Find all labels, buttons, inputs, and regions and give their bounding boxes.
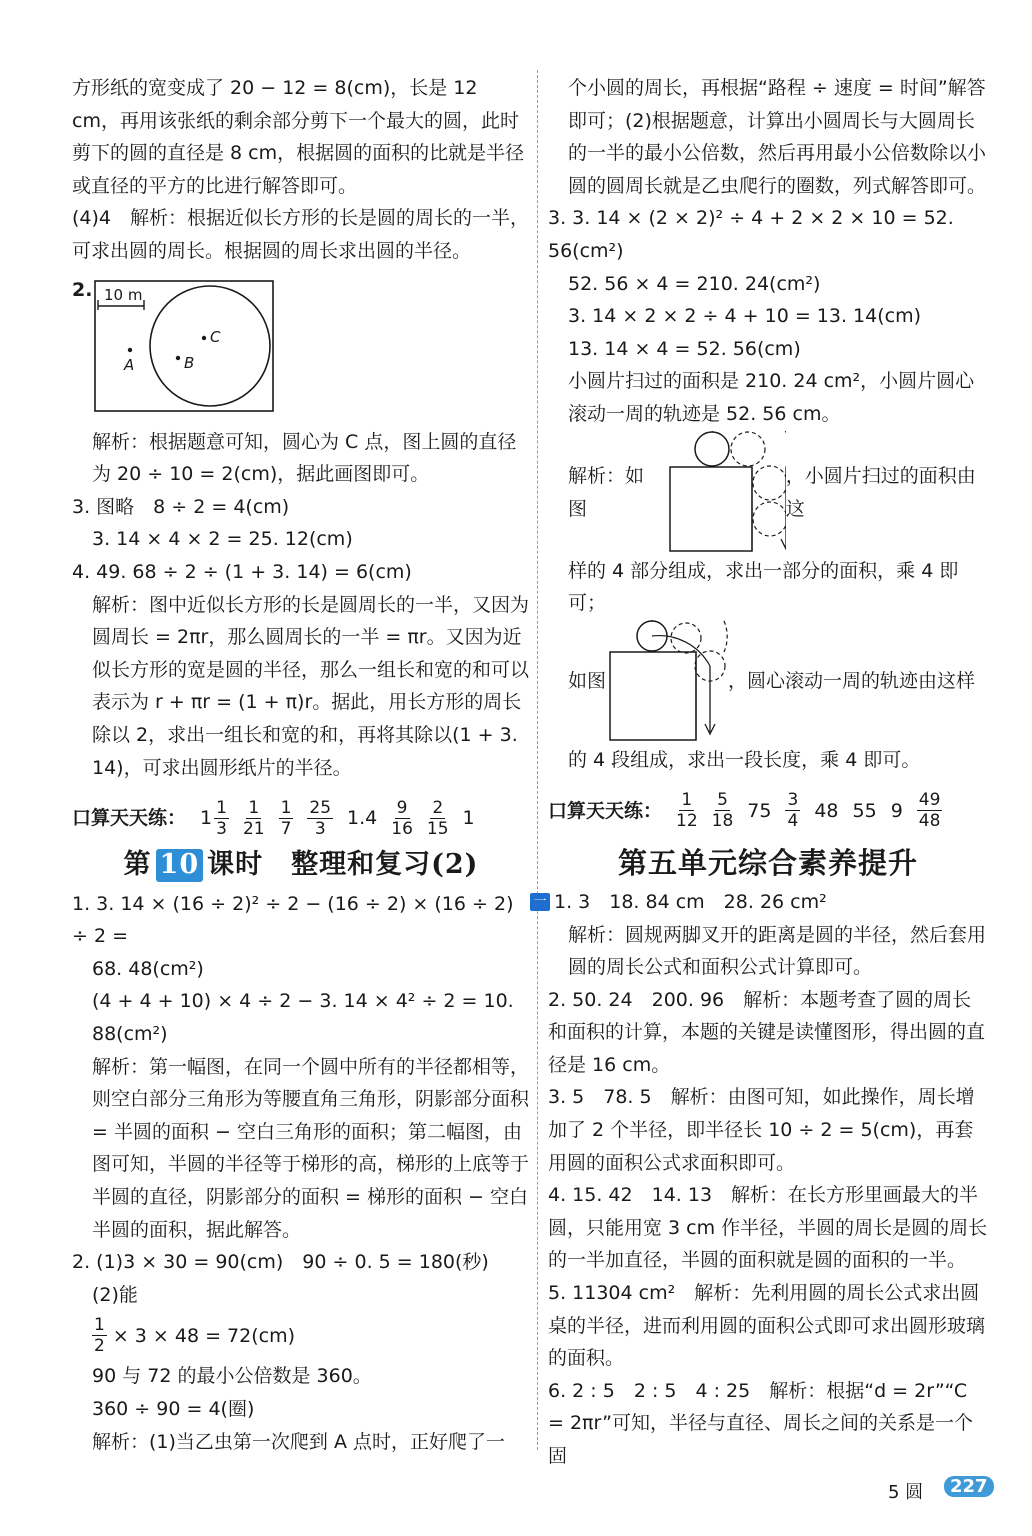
left-column xyxy=(72,72,530,1458)
u3-answer: 3. 5 78. 5 解析：由图可知，如此操作，周长增加了 2 个半径，即半径长 10 ÷ 2 = 5(cm)，再套用圆的面积公式求面积即可。 xyxy=(548,1086,975,1174)
q2-figure xyxy=(72,274,530,426)
fig1-after-text: 样的 4 部分组成，求出一部分的面积，乘 4 即可； xyxy=(568,559,959,615)
lesson-title xyxy=(72,849,530,882)
column-divider xyxy=(537,70,538,1450)
kousuan-left-item-6: $\frac{2}{15}$ xyxy=(426,798,449,840)
kousuan-left-item-4: 1.4 xyxy=(347,807,378,830)
q2-point-a: A xyxy=(124,355,135,374)
kousuan-right-label: 口算天天练： xyxy=(548,799,663,822)
l1-line2: 68. 48(cm²) xyxy=(92,957,204,980)
r-q3-line5: 小圆片扫过的面积是 210. 24 cm²，小圆片圆心滚动一周的轨迹是 52. 56 cm。 xyxy=(568,370,975,425)
q2-diagram xyxy=(94,280,294,420)
q3-line1: 3. 图略 8 ÷ 2 = 4(cm) xyxy=(72,495,290,518)
u5-answer: 5. 11304 cm² 解析：先利用圆的周长公式求出圆桌的半径，进而利用圆的面积公式即可求出圆形玻璃的面积。 xyxy=(548,1282,986,1370)
fig2-pre-text: 如图 xyxy=(568,670,607,693)
l2-line1: 2. (1)3 × 30 = 90(cm) 90 ÷ 0. 5 = 180(秒) xyxy=(72,1251,489,1274)
left-para1: 方形纸的宽变成了 20 − 12 = 8(cm)，长是 12 cm，再用该张纸的剩余部分剪下一个最大的圆，此时剪下的圆的直径是 8 cm，根据圆的面积的比就是半径或直径的平方的比进行解答即可。 xyxy=(72,77,525,197)
kousuan-left xyxy=(72,798,530,839)
u1-explanation: 解析：圆规两脚叉开的距离是圆的半径，然后套用圆的周长公式和面积公式计算即可。 xyxy=(568,923,987,979)
right-column xyxy=(533,72,988,1473)
kousuan-right-item-5: 55 xyxy=(852,799,877,822)
kousuan-right-item-0: $\frac{1}{12}$ xyxy=(676,790,698,832)
fig1-row xyxy=(548,431,988,555)
lesson-title-post: 课时 整理和复习(2) xyxy=(207,849,479,881)
q2-scale-label: 10 m xyxy=(104,285,143,304)
unit-title: 第五单元综合素养提升 xyxy=(617,846,918,881)
kousuan-right-item-4: 48 xyxy=(814,799,839,822)
fig1-pre-text: 解析：如图 xyxy=(568,464,645,520)
lesson-number: 10 xyxy=(156,849,204,882)
l1-line3: (4 + 4 + 10) × 4 ÷ 2 − 3. 14 × 4² ÷ 2 = 10. 88(cm²) xyxy=(92,990,514,1046)
r-q3-line4: 13. 14 × 4 = 52. 56(cm) xyxy=(568,337,801,360)
lesson-title-pre: 第 xyxy=(123,849,152,881)
fig2-post-text: ，圆心滚动一周的轨迹由这样 xyxy=(728,670,976,693)
q2-number: 2. xyxy=(72,278,93,301)
l1-explanation: 解析：第一幅图，在同一个圆中所有的半径都相等，则空白部分三角形为等腰直角三角形，阴影部分面积 = 半圆的面积 − 空白三角形的面积；第二幅图，由图可知，半圆的半径等于梯形的高，梯形的上底等于半圆的直径，阴影部分的面积 = 梯形的面积 − 空白半圆的面积，据此解答。 xyxy=(92,1055,530,1241)
fig1-post-text: ，小圆片扫过的面积由这 xyxy=(785,464,976,520)
kousuan-left-label: 口算天天练： xyxy=(72,807,187,830)
kousuan-right-item-6: 9 xyxy=(890,799,903,822)
center-path-diagram xyxy=(606,620,728,744)
l2-line2: (2)能 xyxy=(92,1283,138,1306)
u2-answer: 2. 50. 24 200. 96 解析：本题考查了圆的周长和面积的计算，本题的关键是读懂图形，得出圆的直径是 16 cm。 xyxy=(548,988,986,1076)
kousuan-left-item-2: $\frac{1}{7}$ xyxy=(280,798,292,840)
kousuan-right xyxy=(548,790,988,831)
q2-point-c: C xyxy=(210,327,221,346)
kousuan-left-item-1: $\frac{1}{21}$ xyxy=(242,798,265,840)
left-para2: (4)4 解析：根据近似长方形的长是圆的周长的一半，可求出圆的周长。根据圆的周长求出圆的半径。 xyxy=(72,207,530,262)
u1-line xyxy=(530,886,988,919)
l2-line3 xyxy=(72,1315,530,1356)
r-q3-line1: 3. 3. 14 × (2 × 2)² ÷ 4 + 2 × 2 × 10 = 52. 56(cm²) xyxy=(548,207,954,262)
q4-explanation: 解析：图中近似长方形的长是圆周长的一半，又因为圆周长 = 2πr，那么圆周长的一半 = πr。又因为近似长方形的宽是圆的半径，那么一组长和宽的和可以表示为 r + πr = (1 + π)r。据此，用长方形的周长除以 2，求出一组长和宽的和，再将其除以(1 + 3. 14)，可求出圆形纸片的半径。 xyxy=(92,593,530,779)
q4-line1: 4. 49. 68 ÷ 2 ÷ (1 + 3. 14) = 6(cm) xyxy=(72,560,412,583)
right-para1: 个小圆的周长，再根据“路程 ÷ 速度 = 时间”解答即可；(2)根据题意，计算出小圆周长与大圆周长的一半的最小公倍数，然后再用最小公倍数除以小圆的圆周长就是乙虫爬行的圈数，列式解答即可。 xyxy=(568,77,987,197)
l2-explanation: 解析：(1)当乙虫第一次爬到 A 点时，正好爬了一 xyxy=(92,1430,505,1453)
u4-answer: 4. 15. 42 14. 13 解析：在长方形里画最大的半圆，只能用宽 3 cm 作半径，半圆的周长是圆的周长的一半加直径，半圆的面积就是圆的面积的一半。 xyxy=(548,1184,988,1272)
page-number: 227 xyxy=(944,1476,994,1497)
kousuan-right-item-7: $\frac{49}{48}$ xyxy=(918,790,941,832)
footer-unit: 5 圆 xyxy=(888,1482,924,1503)
fig2-after-text: 的 4 段组成，求出一段长度，乘 4 即可。 xyxy=(568,748,921,771)
l2-line4: 90 与 72 的最小公倍数是 360。 xyxy=(92,1365,372,1388)
l2-half-fraction: $\frac{1}{2}$ xyxy=(94,1315,105,1357)
kousuan-left-item-0: 1 $\frac{1}{3}$ xyxy=(200,798,227,840)
q2-point-b: B xyxy=(184,353,195,372)
u6-answer: 6. 2 : 5 2 : 5 4 : 25 解析：根据“d = 2r”“C = 2πr”可知，半径与直径、周长之间的关系是一个固 xyxy=(548,1379,973,1467)
q3-line2: 3. 14 × 4 × 2 = 25. 12(cm) xyxy=(92,528,353,551)
kousuan-left-item-3: $\frac{25}{3}$ xyxy=(309,798,332,840)
r-q3-line3: 3. 14 × 2 × 2 ÷ 4 + 10 = 13. 14(cm) xyxy=(568,305,921,328)
kousuan-right-item-1: $\frac{5}{18}$ xyxy=(711,790,734,832)
kousuan-left-item-7: 1 xyxy=(462,807,475,830)
fig2-row xyxy=(548,620,988,744)
sweep-area-diagram xyxy=(660,431,786,555)
l2-line5: 360 ÷ 90 = 4(圈) xyxy=(92,1398,255,1420)
kousuan-right-item-3: $\frac{3}{4}$ xyxy=(787,790,799,832)
section-marker: 一 xyxy=(530,893,550,911)
l1-line1: 1. 3. 14 × (16 ÷ 2)² ÷ 2 − (16 ÷ 2) × (16 ÷ 2) ÷ 2 = xyxy=(72,892,514,948)
r-q3-line2: 52. 56 × 4 = 210. 24(cm²) xyxy=(568,272,821,295)
u1-line-text: 1. 3 18. 84 cm 28. 26 cm² xyxy=(554,890,827,913)
q2-explanation: 解析：根据题意可知，圆心为 C 点，图上圆的直径为 20 ÷ 10 = 2(cm)，据此画图即可。 xyxy=(92,430,517,486)
kousuan-right-item-2: 75 xyxy=(747,799,772,822)
kousuan-left-item-5: $\frac{9}{16}$ xyxy=(391,798,413,840)
l2-line3-text: × 3 × 48 = 72(cm) xyxy=(112,1324,296,1347)
